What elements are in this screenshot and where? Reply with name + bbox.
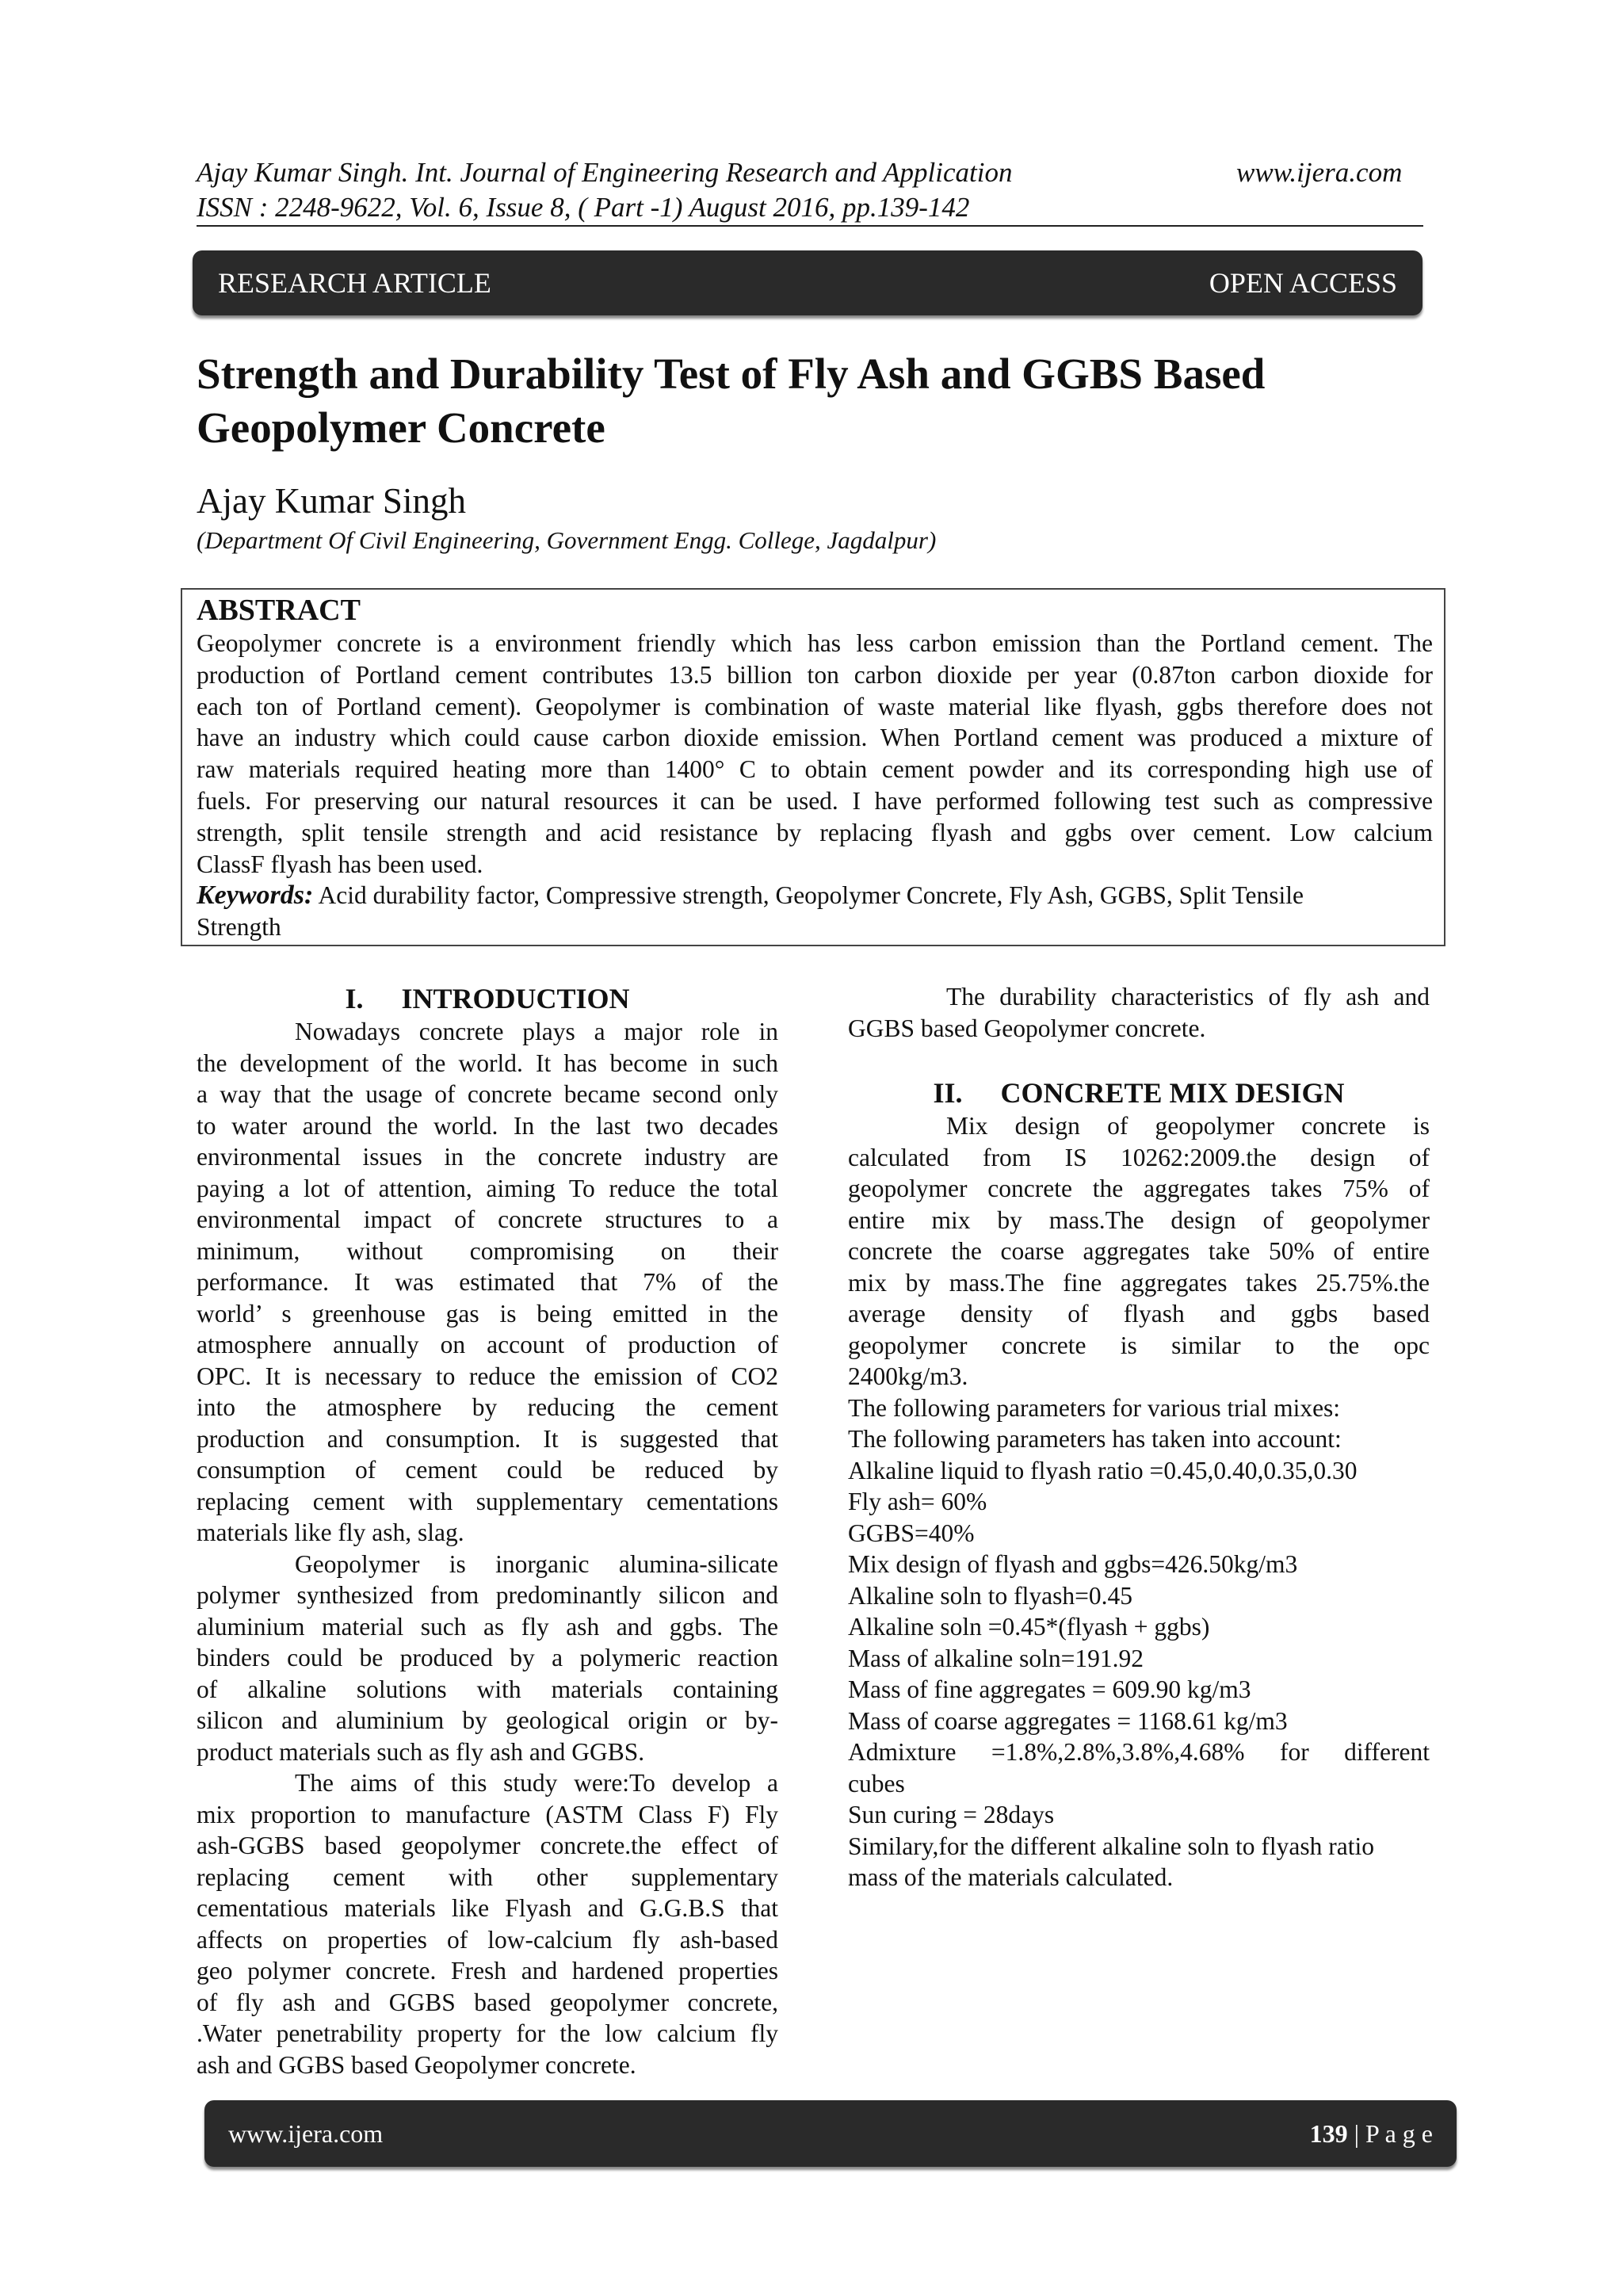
text-line: mix proportion to manufacture (ASTM Class F) Fly	[197, 1800, 778, 1828]
text-line: geo polymer concrete. Fresh and hardened properties	[197, 1957, 778, 1985]
parameter-line: Alkaline liquid to flyash ratio =0.45,0.40,0.35,0.30	[848, 1456, 1358, 1484]
text-line: paying a lot of attention, aiming To reduce the total	[197, 1174, 778, 1202]
durability-paragraph	[848, 981, 1430, 1044]
text-line: materials like fly ash, slag.	[197, 1519, 464, 1546]
text-line: ash-GGBS based geopolymer concrete.the effect of	[197, 1832, 778, 1859]
curing-list	[848, 1799, 1430, 1893]
text-line: cubes	[848, 1769, 905, 1797]
open-access-label: OPEN ACCESS	[1209, 267, 1397, 299]
text-line: geopolymer concrete the aggregates takes 75% of	[848, 1175, 1430, 1202]
section-heading-introduction	[197, 981, 778, 1016]
text-line: entire mix by mass.The design of geopolymer	[848, 1205, 1430, 1234]
text-line: aluminium material such as fly ash and ggbs. The	[197, 1612, 778, 1641]
text-line: The aims of this study were:To develop a	[295, 1769, 778, 1797]
parameter-line: The following parameters for various trial mixes:	[848, 1393, 1341, 1422]
parameter-list	[848, 1392, 1430, 1737]
section-number: I.	[345, 983, 364, 1014]
text-line: consumption of cement could be reduced by	[197, 1456, 778, 1484]
text-line: mix by mass.The fine aggregates takes 25.75%.the	[848, 1268, 1430, 1297]
keywords-label: Keywords:	[197, 881, 314, 910]
text-line: of alkaline solutions with materials containing	[197, 1675, 778, 1703]
text-line: into the atmosphere by reducing the cement	[197, 1393, 778, 1421]
text-line: Mix design of geopolymer concrete is	[946, 1112, 1430, 1140]
article-type-banner	[193, 250, 1423, 315]
section-number: II.	[933, 1077, 963, 1109]
parameter-line: Mass of fine aggregates = 609.90 kg/m3	[848, 1675, 1251, 1703]
text-line: performance. It was estimated that 7% of the	[197, 1268, 778, 1296]
intro-paragraph-1	[197, 1016, 778, 1549]
abstract-line: strength, split tensile strength and acid resistance by replacing flyash and ggbs over cement. Low calcium	[197, 818, 1433, 846]
text-line: Geopolymer is inorganic alumina-silicate	[295, 1549, 778, 1578]
text-line: world’ s greenhouse gas is being emitted in the	[197, 1299, 778, 1328]
intro-paragraph-3	[197, 1767, 778, 2080]
intro-paragraph-2	[197, 1549, 778, 1768]
text-line: GGBS based Geopolymer concrete.	[848, 1014, 1206, 1042]
section-title: INTRODUCTION	[401, 983, 630, 1014]
text-line: average density of flyash and ggbs based	[848, 1300, 1430, 1328]
keywords-text: Acid durability factor, Compressive strength, Geopolymer Concrete, Fly Ash, GGBS, Split Tensile	[313, 881, 1304, 909]
parameter-line: Similary,for the different alkaline soln to flyash ratio	[848, 1832, 1374, 1860]
right-column	[848, 981, 1430, 1893]
text-line: production and consumption. It is suggested that	[197, 1424, 778, 1453]
text-line: calculated from IS 10262:2009.the design of	[848, 1143, 1430, 1171]
text-line: environmental impact of concrete structures to a	[197, 1205, 778, 1233]
text-line: geopolymer concrete is similar to the opc	[848, 1331, 1430, 1359]
text-line: concrete the coarse aggregates take 50% of entire	[848, 1237, 1430, 1265]
text-line: .Water penetrability property for the low calcium fly	[197, 2019, 778, 2047]
text-line: the development of the world. It has become in such	[197, 1049, 778, 1077]
section-title: CONCRETE MIX DESIGN	[1000, 1077, 1345, 1109]
page-number	[1310, 2119, 1433, 2149]
issn-line: ISSN : 2248-9622, Vol. 6, Issue 8, ( Part -1) August 2016, pp.139-142	[197, 192, 970, 223]
header-rule	[197, 225, 1423, 227]
text-line: atmosphere annually on account of production of	[197, 1331, 778, 1358]
admixture-line	[848, 1736, 1430, 1799]
author-affiliation: (Department Of Civil Engineering, Government Engg. College, Jagdalpur)	[197, 526, 937, 554]
journal-website[interactable]: www.ijera.com	[1236, 157, 1403, 188]
abstract-line: production of Portland cement contributes 13.5 billion ton carbon dioxide per year (0.87ton carbon dioxide for	[197, 660, 1433, 689]
parameter-line: Mass of coarse aggregates = 1168.61 kg/m3	[848, 1706, 1288, 1735]
text-line: ash and GGBS based Geopolymer concrete.	[197, 2050, 636, 2079]
parameter-line: Alkaline soln =0.45*(flyash + ggbs)	[848, 1613, 1210, 1641]
text-line: product materials such as fly ash and GGBS.	[197, 1737, 645, 1766]
text-line: replacing cement with other supplementary	[197, 1862, 778, 1891]
text-line: of fly ash and GGBS based geopolymer concrete,	[197, 1988, 778, 2016]
abstract-line: Geopolymer concrete is a environment friendly which has less carbon emission than the Portland cement. The	[197, 629, 1433, 657]
section-heading-mix-design	[848, 1075, 1430, 1110]
paper-title-line-1: Strength and Durability Test of Fly Ash and GGBS Based	[197, 350, 1266, 398]
parameter-line: Mix design of flyash and ggbs=426.50kg/m3	[848, 1550, 1298, 1578]
parameter-line: mass of the materials calculated.	[848, 1863, 1174, 1891]
text-line: affects on properties of low-calcium fly ash-based	[197, 1925, 778, 1954]
abstract-line: fuels. For preserving our natural resources it can be used. I have performed following test such as compressive	[197, 786, 1433, 815]
text-line: a way that the usage of concrete became second only	[197, 1080, 778, 1108]
paper-title	[197, 347, 1433, 455]
keywords	[197, 880, 1433, 943]
research-article-label: RESEARCH ARTICLE	[218, 267, 491, 299]
author-name: Ajay Kumar Singh	[197, 481, 466, 521]
abstract-line: ClassF flyash has been used.	[197, 850, 483, 878]
abstract-heading: ABSTRACT	[197, 594, 361, 627]
text-line: cementatious materials like Flyash and G.G.B.S that	[197, 1894, 778, 1922]
parameter-line: GGBS=40%	[848, 1519, 975, 1547]
text-line: Nowadays concrete plays a major role in	[295, 1018, 778, 1045]
text-line: minimum, without compromising on their	[197, 1236, 778, 1265]
parameter-line: The following parameters has taken into account:	[848, 1425, 1342, 1453]
text-line: environmental issues in the concrete industry are	[197, 1143, 778, 1171]
text-line: polymer synthesized from predominantly silicon and	[197, 1581, 778, 1609]
text-line: 2400kg/m3.	[848, 1362, 968, 1390]
text-line: The durability characteristics of fly ash and	[946, 983, 1430, 1010]
parameter-line: Sun curing = 28days	[848, 1801, 1055, 1828]
text-line: Admixture =1.8%,2.8%,3.8%,4.68% for different	[848, 1738, 1430, 1766]
page-num-value: 139	[1309, 2118, 1348, 2148]
abstract-body	[197, 628, 1433, 880]
abstract-line: raw materials required heating more than 1400° C to obtain cement powder and its corresponding high use of	[197, 755, 1433, 784]
mix-design-paragraph	[848, 1110, 1430, 1392]
text-line: silicon and aluminium by geological origin or by-	[197, 1706, 778, 1734]
left-column	[197, 981, 778, 2080]
parameter-line: Mass of alkaline soln=191.92	[848, 1644, 1144, 1672]
parameter-line: Fly ash= 60%	[848, 1488, 987, 1515]
text-line: replacing cement with supplementary cementations	[197, 1487, 778, 1515]
abstract-line: have an industry which could cause carbon dioxide emission. When Portland cement was produced a mixture of	[197, 724, 1433, 752]
text-line: OPC. It is necessary to reduce the emission of CO2	[197, 1362, 778, 1390]
text-line: binders could be produced by a polymeric reaction	[197, 1644, 778, 1671]
paper-title-line-2: Geopolymer Concrete	[197, 403, 605, 452]
page-label: | P a g e	[1347, 2118, 1433, 2148]
page-footer	[204, 2100, 1457, 2167]
parameter-line: Alkaline soln to flyash=0.45	[848, 1581, 1132, 1610]
abstract-line: each ton of Portland cement). Geopolymer is combination of waste material like flyash, ggbs therefore does not	[197, 692, 1433, 720]
journal-citation: Ajay Kumar Singh. Int. Journal of Engineering Research and Application	[197, 157, 1013, 188]
keywords-text-cont: Strength	[197, 912, 281, 941]
footer-website[interactable]: www.ijera.com	[228, 2118, 384, 2148]
text-line: to water around the world. In the last two decades	[197, 1111, 778, 1140]
